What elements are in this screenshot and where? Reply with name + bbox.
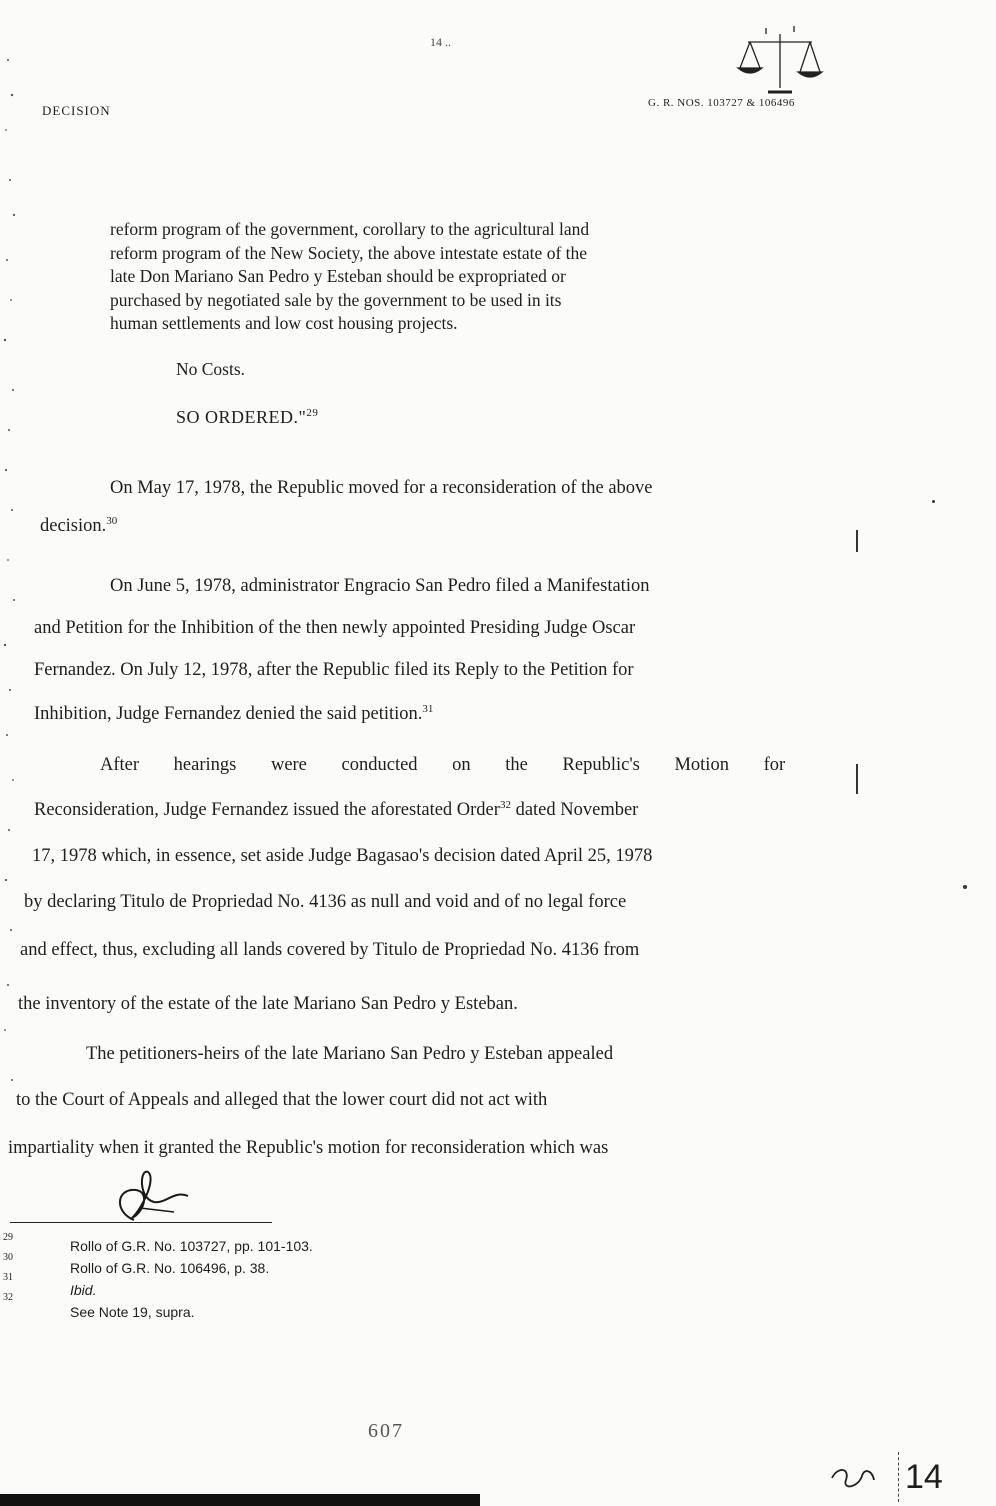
body-line-text: After hearings were conducted on the Republic's Motion for <box>100 755 786 775</box>
stamp-scribble-icon <box>828 1462 880 1492</box>
footnote-text: Rollo of G.R. No. 103727, pp. 101-103. <box>70 1238 313 1254</box>
body-line <box>34 704 433 725</box>
corner-page-number: 14 <box>905 1458 943 1496</box>
body-line-text: and Petition for the Inhibition of the then newly appointed Presiding Judge Oscar <box>34 618 636 638</box>
quote-line: purchased by negotiated sale by the government to be used in its <box>110 289 562 310</box>
body-line <box>110 576 649 597</box>
so-ordered-text: SO ORDERED." <box>176 407 307 427</box>
footnote-text: Rollo of G.R. No. 106496, p. 38. <box>70 1260 270 1276</box>
body-line <box>34 618 635 639</box>
body-line <box>18 994 518 1015</box>
body-line-text: impartiality when it granted the Republic's motion for reconsideration which was <box>8 1138 609 1158</box>
scan-mark <box>898 1452 900 1502</box>
body-line-text: On June 5, 1978, administrator Engracio San Pedro filed a Manifestation <box>110 576 650 596</box>
body-line-text: On May 17, 1978, the Republic moved for a reconsideration of the above <box>110 478 653 498</box>
no-costs-line: No Costs. <box>176 359 246 379</box>
quote-line: human settlements and low cost housing projects. <box>110 313 458 333</box>
footnote-text: Ibid. <box>70 1282 97 1298</box>
body-line <box>40 516 117 537</box>
scan-bottom-edge <box>0 1494 480 1506</box>
body-line-text: The petitioners-heirs of the late Mariano San Pedro y Esteban appealed <box>86 1044 614 1064</box>
body-line <box>24 892 626 913</box>
scan-margin-noise <box>0 0 30 1160</box>
scan-mark <box>856 530 858 552</box>
body-line-text: dated November <box>510 800 639 820</box>
body-line-text: decision. <box>40 516 107 536</box>
body-line-text: to the Court of Appeals and alleged that the lower court did not act with <box>16 1090 548 1110</box>
footnote-ref: 30 <box>106 514 118 527</box>
body-line <box>110 478 653 499</box>
quote-line: late Don Mariano San Pedro y Esteban should be expropriated or <box>110 266 566 286</box>
body-line-text: and effect, thus, excluding all lands covered by Titulo de Propriedad No. 4136 from <box>20 940 640 960</box>
footer-page-number: 607 <box>368 1420 404 1442</box>
body-line <box>34 800 638 821</box>
footnote-number: 32 <box>3 1292 13 1303</box>
scan-speck <box>932 500 935 503</box>
quote-line: reform program of the government, corollary to the agricultural land <box>110 219 590 239</box>
scales-of-justice-icon <box>730 22 830 102</box>
footnote-ref: 31 <box>422 702 434 715</box>
so-ordered-line <box>176 406 318 430</box>
footnote-number: 31 <box>3 1272 13 1283</box>
body-line <box>34 660 634 681</box>
scan-mark <box>856 764 858 794</box>
body-line-text: Fernandez. On July 12, 1978, after the Republic filed its Reply to the Petition for <box>34 660 634 680</box>
footnote-ref: 32 <box>499 798 511 811</box>
body-line-text: Reconsideration, Judge Fernandez issued the aforestated Order <box>34 800 500 820</box>
document-type-label: DECISION <box>42 103 111 118</box>
quote-line: reform program of the New Society, the above intestate estate of the <box>110 242 588 263</box>
quoted-dispositive-paragraph <box>110 218 758 336</box>
body-line-text: Inhibition, Judge Fernandez denied the said petition. <box>34 704 423 724</box>
footnote-text: See Note 19, supra. <box>70 1304 195 1320</box>
footnote-number: 29 <box>3 1232 13 1243</box>
body-line <box>16 1090 547 1111</box>
body-line-text: the inventory of the estate of the late Mariano San Pedro y Esteban. <box>18 994 518 1014</box>
footnote-number: 30 <box>3 1252 13 1263</box>
case-numbers: G. R. NOS. 103727 & 106496 <box>648 97 795 109</box>
body-line <box>86 1044 613 1065</box>
body-line <box>20 940 639 961</box>
page-mark: 14 .. <box>430 35 451 49</box>
footnote-ref: 29 <box>306 407 319 419</box>
body-line <box>32 846 652 867</box>
body-line <box>8 1138 608 1159</box>
body-line-text: by declaring Titulo de Propriedad No. 4136 as null and void and of no legal force <box>24 892 627 912</box>
body-line-text: 17, 1978 which, in essence, set aside Judge Bagasao's decision dated April 25, 1978 <box>32 846 653 866</box>
scan-speck <box>963 885 967 889</box>
body-line <box>100 755 785 776</box>
footnote-divider <box>10 1222 272 1223</box>
handwritten-initial-signature <box>110 1168 200 1230</box>
